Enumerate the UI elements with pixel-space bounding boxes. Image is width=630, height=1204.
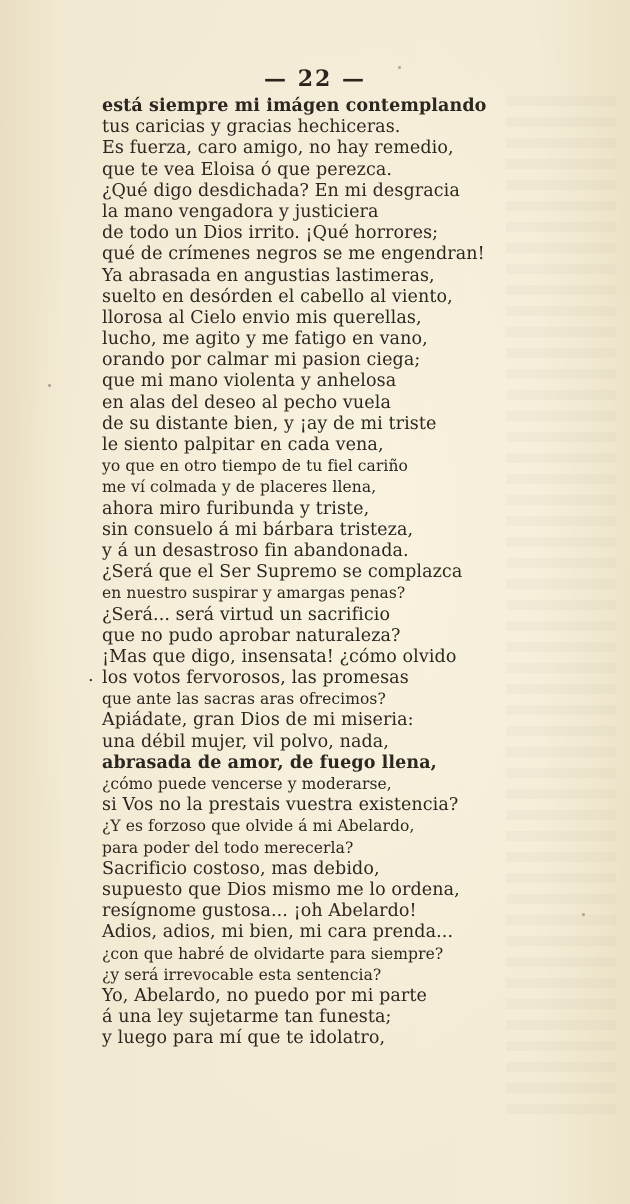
poem-line: está siempre mi imágen contemplando (102, 96, 487, 116)
poem-line: de su distante bien, y ¡ay de mi triste (102, 413, 437, 434)
poem-line: ¿Qué digo desdichada? En mi desgracia (102, 180, 460, 201)
poem-line: si Vos no la prestais vuestra existencia? (102, 795, 459, 816)
poem-line: abrasada de amor, de fuego llena, (102, 752, 437, 773)
poem-line: la mano vengadora y justiciera (102, 201, 379, 222)
poem-line: para poder del todo merecerla? (102, 838, 354, 857)
poem-line: ¿Será... será virtud un sacrificio (102, 604, 391, 625)
poem-line: Sacrificio costoso, mas debido, (102, 858, 380, 879)
poem-line: á una ley sujetarme tan funesta; (102, 1007, 392, 1028)
poem-line: Ya abrasada en angustias lastimeras, (102, 265, 435, 286)
poem-line: tus caricias y gracias hechiceras. (102, 117, 401, 138)
poem-line: en nuestro suspirar y amargas penas? (102, 584, 406, 603)
poem-line: Es fuerza, caro amigo, no hay remedio, (102, 138, 454, 159)
poem-line: que ante las sacras aras ofrecimos? (102, 690, 386, 709)
poem-line: de todo un Dios irrito. ¡Qué horrores; (102, 223, 439, 244)
poem-line: ahora miro furibunda y triste, (102, 498, 370, 519)
poem-line: me ví colmada y de placeres llena, (102, 478, 377, 497)
poem-line: ¿cómo puede vencerse y moderarse, (102, 775, 392, 793)
poem-line: que mi mano violenta y anhelosa (102, 371, 397, 392)
poem-line: Apiádate, gran Dios de mi miseria: (102, 710, 414, 731)
paper-speck (398, 66, 401, 69)
margin-dot: . (88, 665, 94, 686)
poem-line: sin consuelo á mi bárbara tristeza, (102, 519, 414, 540)
poem-line: orando por calmar mi pasion ciega; (102, 350, 421, 371)
poem-line: le siento palpitar en cada vena, (102, 435, 384, 455)
poem-line: supuesto que Dios mismo me lo ordena, (102, 879, 460, 900)
poem-line: y á un desastroso fin abandonada. (102, 540, 409, 561)
poem-line: los votos fervorosos, las promesas (102, 668, 409, 689)
poem-line: una débil mujer, vil polvo, nada, (102, 731, 389, 752)
poem-line: suelto en desórden el cabello al viento, (102, 286, 453, 307)
paper-speck (48, 384, 51, 387)
show-through-text (506, 96, 616, 1116)
poem-line: qué de crímenes negros se me engendran! (102, 244, 485, 265)
poem-line: resígnome gustosa... ¡oh Abelardo! (102, 901, 417, 922)
poem-line: que te vea Eloisa ó que perezca. (102, 159, 393, 180)
paper-speck (582, 913, 585, 916)
poem-line: lucho, me agito y me fatigo en vano, (102, 329, 428, 350)
poem-line: ¿con que habré de olvidarte para siempre? (102, 944, 444, 963)
poem-line: ¡Mas que digo, insensata! ¿cómo olvido (102, 646, 457, 667)
poem-line: ¿y será irrevocable esta sentencia? (102, 965, 382, 984)
poem-line: y luego para mí que te idolatro, (102, 1028, 386, 1049)
poem-line: ¿Y es forzoso que olvide á mi Abelardo, (102, 817, 415, 836)
poem-line: ¿Será que el Ser Supremo se complazca (102, 562, 463, 583)
poem-line: en alas del deseo al pecho vuela (102, 392, 391, 413)
poem-line: Yo, Abelardo, no puedo por mi parte (102, 985, 427, 1006)
poem-text (102, 96, 522, 1049)
poem-line: Adios, adios, mi bien, mi cara prenda... (102, 922, 454, 943)
page-number: — 22 — (264, 66, 366, 92)
poem-line: que no pudo aprobar naturaleza? (102, 625, 401, 646)
poem-line: llorosa al Cielo envio mis querellas, (102, 307, 422, 328)
poem-line: yo que en otro tiempo de tu fiel cariño (102, 457, 408, 476)
